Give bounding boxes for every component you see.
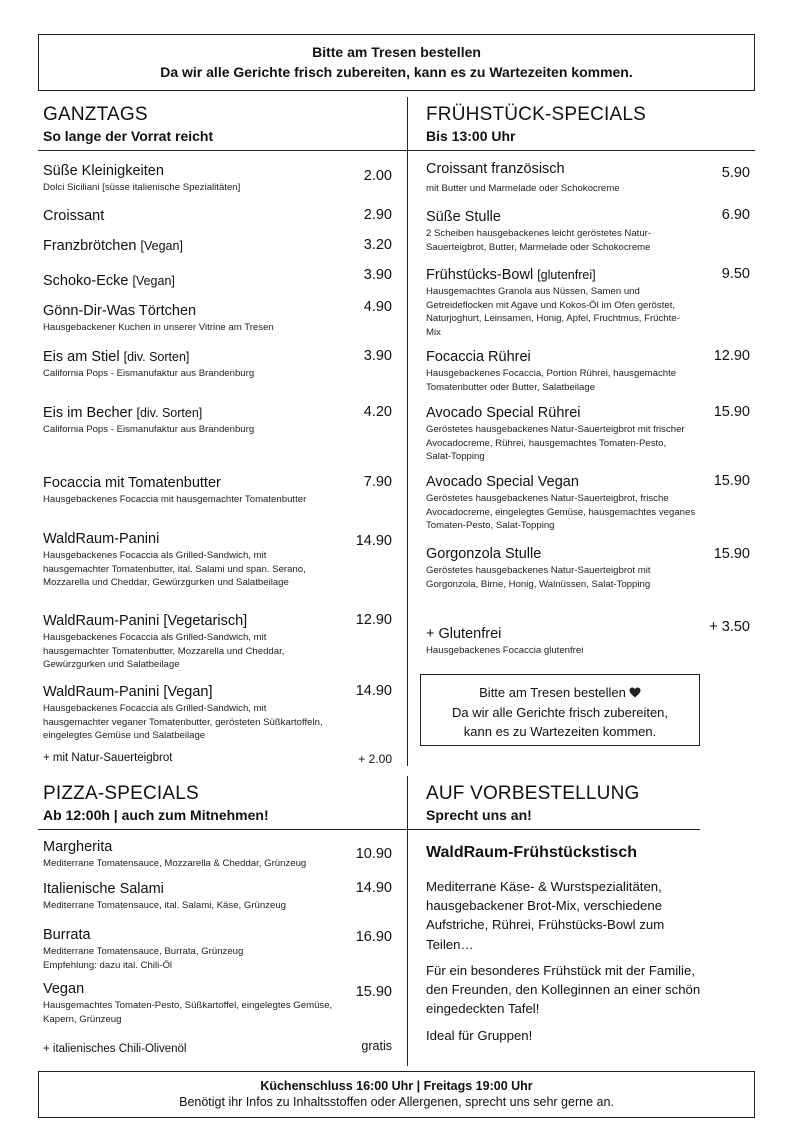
item-price: 3.90 [363,348,392,364]
item-description: Hausgemachtes Granola aus Nüssen, Samen und Getreideflocken mit Agave und Kokos-Öl im Ofen geröstet, Naturjoghurt, Leinsamen, Honig, Apfel, Fruchtmus, Früchte-Mix [426,286,680,338]
item-description: Mediterrane Tomatensauce, ital. Salami, Käse, Grünzeug [43,900,286,911]
item-name: Schoko-Ecke [43,273,129,289]
item-price: 2.90 [363,207,392,223]
section-subtitle-fruehstueck: Bis 13:00 Uhr [426,128,516,144]
item-price: 3.90 [363,267,392,283]
item-name: Margherita [43,839,113,855]
menu-item [43,474,313,507]
extra-option: + italienisches Chili-Olivenöl [43,1043,187,1055]
item-name: Avocado Special Rührei [426,405,581,421]
menu-item [426,160,686,196]
item-name: Croissant französisch [426,161,565,177]
item-price: 12.90 [355,612,392,628]
item-price: 12.90 [713,348,750,364]
ganztags-rule [38,150,407,151]
notice-line-1: Bitte am Tresen bestellen [479,685,626,700]
item-description: mit Butter und Marmelade oder Schokocreme [426,183,620,194]
menu-item [43,162,343,195]
item-description: California Pops - Eismanufaktur aus Brandenburg [43,424,255,435]
item-description: 2 Scheiben hausgebackenes leicht geröstetes Natur-Sauerteigbrot, Butter, Marmelade oder Schokocreme [426,228,652,253]
menu-item [426,545,691,591]
item-price: 14.90 [355,533,392,549]
item-name: WaldRaum-Panini [Vegan] [43,684,213,700]
item-price: 15.90 [713,404,750,420]
item-tag: [glutenfrei] [537,268,596,282]
menu-item [43,237,343,255]
menu-item [43,926,343,972]
item-name: Eis am Stiel [43,349,120,365]
menu-item [43,530,333,590]
notice-line-3: kann es zu Wartezeiten kommen. [463,724,657,739]
item-price: 4.90 [363,299,392,315]
section-title-fruehstueck: FRÜHSTÜCK-SPECIALS [426,104,647,125]
item-description: California Pops - Eismanufaktur aus Brandenburg [43,368,255,379]
item-description: Hausgebackenes Focaccia mit hausgemachter Tomatenbutter [43,494,307,505]
item-name: Vegan [43,981,85,997]
item-name: WaldRaum-Panini [43,531,160,547]
item-name: Süße Kleinigkeiten [43,163,164,179]
item-price: 16.90 [355,929,392,945]
menu-item [43,612,333,672]
item-price: + 3.50 [709,619,750,635]
item-price: 15.90 [713,546,750,562]
item-price: 3.20 [363,237,392,253]
menu-item [43,838,343,871]
section-subtitle-ganztags: So lange der Vorrat reicht [43,128,214,144]
item-name: Frühstücks-Bowl [426,267,534,283]
allergen-info: Benötigt ihr Infos zu Inhaltsstoffen oder Allergenen, sprecht uns sehr gerne an. [179,1095,614,1109]
item-tag: [Vegan] [140,239,183,253]
section-title-ganztags: GANZTAGS [43,104,148,125]
order-notice-box [420,674,700,746]
column-divider-bottom [407,776,408,1066]
fruehstueckstisch-groups: Ideal für Gruppen! [426,1028,533,1043]
menu-item [43,880,343,913]
vorbestellung-rule [408,829,700,830]
item-name: Avocado Special Vegan [426,474,579,490]
item-description: Dolci Siciliani [süsse italienische Spezialitäten] [43,182,241,193]
header-line-2: Da wir alle Gerichte frisch zubereiten, kann es zu Wartezeiten kommen. [160,64,633,80]
item-name: Focaccia mit Tomatenbutter [43,475,221,491]
item-name: + Glutenfrei [426,626,502,642]
column-divider-top [407,97,408,766]
menu-item [426,266,681,339]
item-name: Süße Stulle [426,209,501,225]
item-price: 15.90 [713,473,750,489]
item-tag: [div. Sorten] [123,350,190,364]
menu-item [43,302,343,335]
menu-item [43,207,343,225]
item-description: Geröstetes hausgebackenes Natur-Sauerteigbrot mit Gorgonzola, Birne, Honig, Walnüssen, Salat-Topping [426,565,651,590]
footer-notice [38,1071,755,1118]
menu-item [426,208,686,254]
item-description: Geröstetes hausgebackenes Natur-Sauerteigbrot, frische Avocadocreme, eingelegtes Gemüse, hausgemachtes veganes Tomaten-Pesto, Salat-Topping [426,493,696,531]
item-price: 4.20 [363,404,392,420]
section-subtitle-pizza: Ab 12:00h | auch zum Mitnehmen! [43,807,269,823]
menu-item [43,348,343,381]
item-price: 6.90 [721,207,750,223]
extra-price: gratis [361,1039,392,1053]
menu-item [43,404,343,437]
menu-item [426,348,696,394]
item-price: 2.00 [363,168,392,184]
item-name: Eis im Becher [43,405,133,421]
item-recommendation: Empfehlung: dazu ital. Chili-Öl [43,959,173,971]
item-price: 7.90 [363,474,392,490]
fruehstueckstisch-heading: WaldRaum-Frühstückstisch [426,844,637,861]
item-price: 5.90 [721,165,750,181]
item-price: 15.90 [355,984,392,1000]
fruehstueckstisch-description: Mediterrane Käse- & Wurstspezialitäten, hausgebackener Brot-Mix, verschiedene Aufstriche, Rührei, Frühstücks-Bowl zum Teilen… [426,879,665,952]
item-name: Gorgonzola Stulle [426,546,542,562]
fruehstueck-rule [408,150,755,151]
section-title-pizza: PIZZA-SPECIALS [43,783,199,804]
item-description: Hausgebackenes Focaccia, Portion Rührei, hausgemachte Tomatenbutter oder Butter, Salatbeilage [426,368,677,393]
pizza-rule [38,829,407,830]
item-tag: [Vegan] [132,274,175,288]
menu-item [43,980,333,1026]
section-title-vorbestellung: AUF VORBESTELLUNG [426,783,640,804]
section-subtitle-vorbestellung: Sprecht uns an! [426,807,532,823]
item-description: Mediterrane Tomatensauce, Burrata, Grünzeug [43,946,244,957]
menu-item [43,272,343,290]
menu-item [426,473,701,533]
item-description: Hausgebackener Kuchen in unserer Vitrine am Tresen [43,322,274,333]
item-description: Hausgebackenes Focaccia als Grilled-Sandwich, mit hausgemachter veganer Tomatenbutter, gerösteten Süßkartoffeln, eingelegtes Gemüse und Salatbeilage [43,703,323,741]
item-name: Italienische Salami [43,881,164,897]
item-name: Croissant [43,208,105,224]
item-description: Hausgebackenes Focaccia als Grilled-Sandwich, mit hausgemachter Tomatenbutter, Mozzarella und Cheddar, Gewürzgurken und Salatbeilage [43,632,285,670]
header-line-1: Bitte am Tresen bestellen [312,44,481,60]
item-name: Gönn-Dir-Was Törtchen [43,303,197,319]
item-description: Mediterrane Tomatensauce, Mozzarella & Cheddar, Grünzeug [43,858,307,869]
item-description: Geröstetes hausgebackenes Natur-Sauerteigbrot mit frischer Avocadocreme, Rührei, hausgemachtes Tomaten-Pesto, Salat-Topping [426,424,685,462]
notice-line-2: Da wir alle Gerichte frisch zubereiten, [451,704,669,720]
item-name: Burrata [43,927,91,943]
extra-option: + mit Natur-Sauerteigbrot [43,752,173,764]
item-price: 14.90 [355,683,392,699]
item-price: 14.90 [355,880,392,896]
item-description: Hausgebackenes Focaccia als Grilled-Sandwich, mit hausgemachter Tomatenbutter, ital. Salami und span. Serano, Mozzarella und Cheddar, Gewürzgurken und Salatbeilage [43,550,306,588]
item-tag: [div. Sorten] [136,406,203,420]
item-name: Franzbrötchen [43,238,137,254]
item-name: Focaccia Rührei [426,349,531,365]
header-notice [38,34,755,91]
fruehstueckstisch-occasion: Für ein besonderes Frühstück mit der Familie, den Freunden, den Kolleginnen an einer schön eingedeckten Tafel! [426,963,701,1017]
menu-item [43,683,333,743]
extra-price: + 2.00 [358,752,392,766]
item-description: Hausgemachtes Tomaten-Pesto, Süßkartoffel, eingelegtes Gemüse, Kapern, Grünzeug [43,1000,333,1025]
menu-item [426,625,691,658]
kitchen-hours: Küchenschluss 16:00 Uhr | Freitags 19:00 Uhr [260,1079,533,1093]
item-description: Hausgebackenes Focaccia glutenfrei [426,645,584,656]
black-heart-icon [629,687,641,698]
menu-item [426,404,686,464]
item-price: 10.90 [355,846,392,862]
item-price: 9.50 [721,266,750,282]
item-name: WaldRaum-Panini [Vegetarisch] [43,613,248,629]
